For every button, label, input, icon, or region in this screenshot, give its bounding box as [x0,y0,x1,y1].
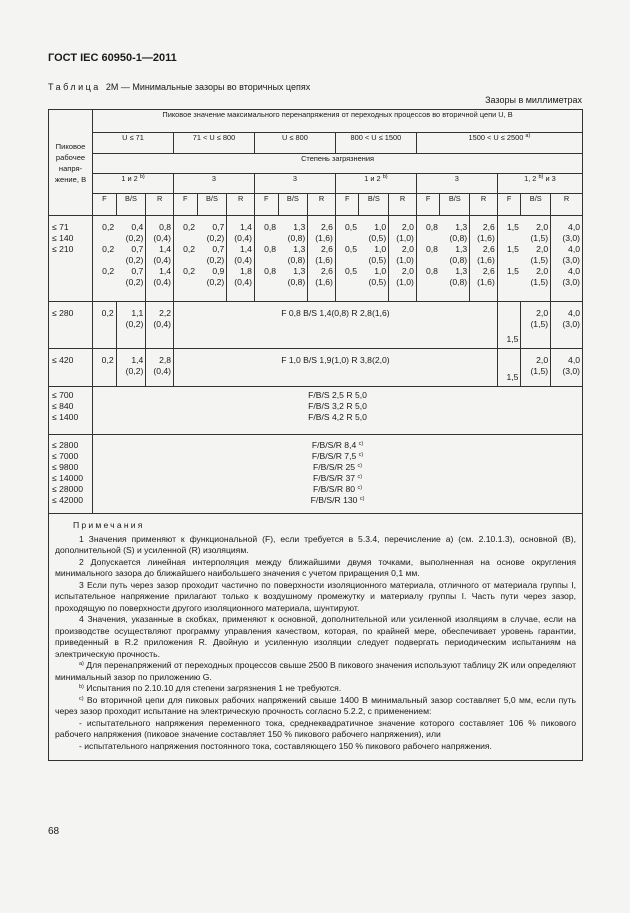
degree-3: 3 [254,174,335,194]
table-title-prefix: Таблица [48,82,101,92]
note-1: 1 Значения применяют к функциональной (F), если требуется в 5.3.4, перечисление а) (см. 2.10.1.3), основной (B), дополнительной (S) и усиленной (R) изоляциям. [55,533,576,555]
ins-bs: B/S [197,194,227,216]
footnote-b: $^{b)}$ Испытания по 2.10.10 для степени загрязнения 1 не требуются. [79,683,342,693]
cell: 1,3 (0,8) 1,3 (0,8) 1,3 (0,8) [278,216,308,302]
cell: 4,0 (3,0) [551,302,583,349]
table-row-280 [49,302,583,349]
range-1: U ≤ 71 [93,133,174,154]
merged-values: F/B/S 2,5 R 5,0 F/B/S 3,2 R 5,0 F/B/S 4,2 R 5,0 [93,387,583,435]
merged-values: F 0,8 B/S 1,4(0,8) R 2,8(1,6) [174,302,498,349]
cell: 2,6 (1,6) 2,6 (1,6) 2,6 (1,6) [308,216,336,302]
row-label: ≤ 280 [49,302,93,349]
range-3: U ≤ 800 [254,133,335,154]
ins-r: R [470,194,498,216]
cell: 2,8 (0,4) [146,349,174,387]
degree-6: 1, 2 $^{b)}$ и 3 [497,174,582,194]
ins-f: F [497,194,521,216]
clearance-table [48,109,583,761]
table-row-low-voltage [49,216,583,302]
degree-5: 3 [416,174,497,194]
merged-values: F/B/S/R 8,4 $^{c)}$ F/B/S/R 7,5 $^{c)}$ F/B/S/R 25 $^{c)}$ F/B/S/R 37 $^{c)}$ F/B/S/R 80 $^{c)}$ F/B/S/R 130 $^{c)}$ [93,435,583,514]
cell: 2,0 (1,5) [521,302,551,349]
cell: 1,3 (0,8) 1,3 (0,8) 1,3 (0,8) [440,216,470,302]
units-note: Зазоры в миллиметрах [485,95,582,105]
cell: 2,0 (1,0) 2,0 (1,0) 2,0 (1,0) [389,216,417,302]
table-title [48,82,310,92]
ins-bs: B/S [521,194,551,216]
cell: 2,0 (1,5) 2,0 (1,5) 2,0 (1,5) [521,216,551,302]
header-row-degrees [49,174,583,194]
footnote-c-item-1: - испытательного напряжения переменного тока, среднеквадратичное значение которого составляет 106 % пикового рабочего напряжения (пиковое значение составляет 150 % пикового рабочего напряжения), или [55,717,576,739]
header-row-pollution [49,154,583,174]
cell: 1,4 (0,4) 1,4 (0,4) 1,8 (0,4) [227,216,255,302]
cell: 4,0 (3,0) 4,0 (3,0) 4,0 (3,0) [551,216,583,302]
row-label: ≤ 420 [49,349,93,387]
peak-voltage-header: Пиковое рабочее напря-жение, В [49,110,93,216]
table-row-mid-voltage [49,387,583,435]
header-row-transient [49,110,583,133]
degree-2: 3 [174,174,255,194]
ins-r: R [551,194,583,216]
cell: 2,2 (0,4) [146,302,174,349]
cell: 1,0 (0,5) 1,0 (0,5) 1,0 (0,5) [359,216,389,302]
footnote-c-item-2: - испытательного напряжения постоянного тока, составляющего 150 % пикового рабочего напряжения. [79,740,492,751]
header-row-insulation [49,194,583,216]
cell: 4,0 (3,0) [551,349,583,387]
cell: 0,2 [93,349,117,387]
footnote-c: $^{c)}$ Во вторичной цепи для пиковых рабочих напряжений свыше 1400 В минимальный зазор составляет 5,0 мм, если путь через зазор проходит испытание на электрическую прочность согласно 5.2.2, с применением: [55,694,577,716]
cell: 0,4 (0,2) 0,7 (0,2) 0,7 (0,2) [116,216,146,302]
cell: 2,0 (1,5) [521,349,551,387]
table-row-high-voltage [49,435,583,514]
degree-1: 1 и 2 $^{b)}$ [93,174,174,194]
footnote-a: $^{a)}$ Для перенапряжений от переходных процессов свыше 2500 В пикового значения используют таблицу 2K или определяют минимальный зазор по приложению G. [55,660,577,682]
table-title-text: 2М — Минимальные зазоры во вторичных цепях [105,82,311,92]
document-header: ГОСТ IEC 60950-1—2011 [48,52,177,64]
cell: 1,5 1,5 1,5 [497,216,521,302]
ins-r: R [308,194,336,216]
cell: 0,5 0,5 0,5 [335,216,359,302]
ins-r: R [146,194,174,216]
ins-f: F [174,194,198,216]
ins-bs: B/S [116,194,146,216]
cell: 0,2 0,2 0,2 [174,216,198,302]
cell: 2,6 (1,6) 2,6 (1,6) 2,6 (1,6) [470,216,498,302]
notes-heading: Примечания [73,520,145,530]
ins-f: F [416,194,440,216]
ins-r: R [389,194,417,216]
table-row-420 [49,349,583,387]
ins-f: F [254,194,278,216]
cell: 0,8 0,8 0,8 [416,216,440,302]
note-3: 3 Если путь через зазор проходит частично по поверхности изоляционного материала, отличного от материала группы I, испытательное напряжение прилагают только к воздушному промежутку и материалу группы I. Часть пути через зазор, проходящую по поверхности другого изоляционного материала, шунтируют. [55,579,576,613]
ins-r: R [227,194,255,216]
ins-f: F [93,194,117,216]
cell: 1,4 (0,2) [116,349,146,387]
notes-row [49,514,583,761]
page-number: 68 [48,826,60,837]
pollution-header: Степень загрязнения [93,154,583,174]
range-5: 1500 < U ≤ 2500 $^{a)}$ [416,133,582,154]
ins-bs: B/S [359,194,389,216]
row-label: ≤ 700 ≤ 840 ≤ 1400 [49,387,93,435]
notes [49,514,583,761]
cell: 0,2 [93,302,117,349]
ins-bs: B/S [278,194,308,216]
row-label: ≤ 2800 ≤ 7000 ≤ 9800 ≤ 14000 ≤ 28000 ≤ 42000 [49,435,93,514]
degree-4: 1 и 2 $^{b)}$ [335,174,416,194]
row-label: ≤ 71 ≤ 140 ≤ 210 [49,216,93,302]
range-4: 800 < U ≤ 1500 [335,133,416,154]
ins-bs: B/S [440,194,470,216]
range-2: 71 < U ≤ 800 [174,133,255,154]
cell: 1,1 (0,2) [116,302,146,349]
header-row-ranges [49,133,583,154]
note-4: 4 Значения, указанные в скобках, применяют к основной, дополнительной или усиленной изоляциям в случае, если на производстве осуществляют программу управления качеством, которая, по крайней мере, обеспечивает уровень гарантии, приведенный в R.2 приложения R. Двойную и усиленную изоляции следует подвергать периодическим испытаниям на электрическую прочность. [55,614,576,659]
merged-values: F 1,0 B/S 1,9(1,0) R 3,8(2,0) [174,349,498,387]
note-2: 2 Допускается линейная интерполяция между ближайшими двумя точками, выполненная на основе округления минимального зазора до ближайшего наибольшего значения с учетом приращения 0,1 мм. [55,556,576,578]
cell: 0,8 (0,4) 1,4 (0,4) 1,4 (0,4) [146,216,174,302]
cell: 0,7 (0,2) 0,7 (0,2) 0,9 (0,2) [197,216,227,302]
transient-header: Пиковое значение максимального перенапряжения от переходных процессов во вторичной цепи U, В [93,110,583,133]
cell: 0,2 0,2 0,2 [93,216,117,302]
cell: 0,8 0,8 0,8 [254,216,278,302]
ins-f: F [335,194,359,216]
cell: 1,5 [497,302,521,349]
cell: 1,5 [497,349,521,387]
